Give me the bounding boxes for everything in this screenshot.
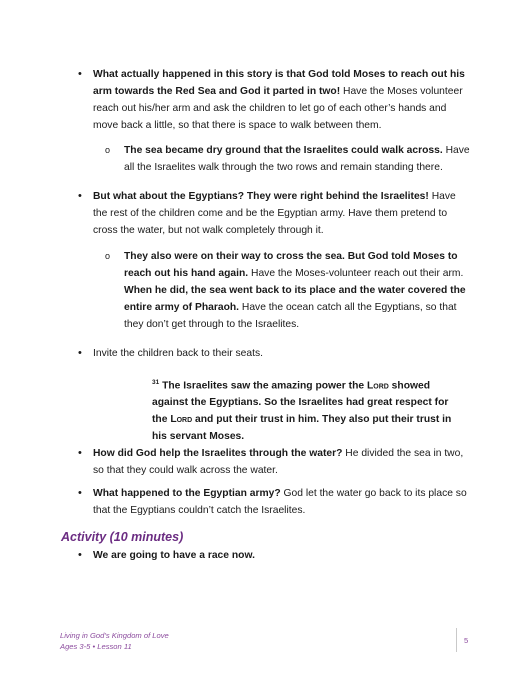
bullet-disc: • <box>78 549 82 561</box>
scripture-text: The Israelites saw the amazing power the <box>159 380 367 392</box>
scripture-quote <box>152 374 452 445</box>
bold-statement: What actually happened in this story is that God told Moses to reach out his arm towards the Red Sea and God it parted in two! <box>93 69 465 97</box>
lord-smallcaps-2: Lord <box>170 414 193 426</box>
bold-statement: The sea became dry ground that the Israelites could walk across. <box>124 145 443 156</box>
sub-bullet-item <box>105 248 476 333</box>
verse-number: 31 <box>152 379 160 386</box>
bold-question: What happened to the Egyptian army? <box>93 488 281 499</box>
footer-subtitle: Ages 3-5 • Lesson 11 <box>60 642 132 651</box>
activity-text: We are going to have a race now. <box>93 550 255 561</box>
footer <box>60 630 169 652</box>
bold-question: How did God help the Israelites through the water? <box>93 448 343 459</box>
answer-text: God let the water go back to its place so that the Egyptians couldn’t catch the Israelites. <box>93 488 467 516</box>
bullet-circle: o <box>105 145 111 155</box>
sub-bullet-item <box>105 142 474 176</box>
instruction-text: Have the Moses volunteer reach out his/her arm and ask the children to let go of each other’s hands and move back a little, so that there is space to walk between them. <box>93 86 463 131</box>
page-number: 5 <box>464 636 469 645</box>
answer-text: He divided the sea in two, so that they could walk across the water. <box>93 448 464 476</box>
bullet-item <box>78 547 471 564</box>
instruction-text: Have all the Israelites walk through the two rows and remain standing there. <box>124 145 470 173</box>
footer-divider <box>456 628 457 652</box>
bullet-item <box>78 345 471 362</box>
bullet-item <box>78 188 471 239</box>
lord-smallcaps: Lord <box>366 380 389 392</box>
instruction-text: Invite the children back to their seats. <box>93 348 263 359</box>
bullet-circle: o <box>105 251 111 261</box>
bullet-disc: • <box>78 68 82 80</box>
bold-statement-2: When he did, the sea went back to its place and the water covered the entire army of Pharaoh. <box>124 285 466 313</box>
footer-title: Living in God’s Kingdom of Love <box>60 631 169 640</box>
bullet-disc: • <box>78 347 82 359</box>
bullet-disc: • <box>78 487 82 499</box>
bullet-item <box>78 485 471 519</box>
bullet-disc: • <box>78 190 82 202</box>
activity-heading: Activity (10 minutes) <box>61 530 184 544</box>
instruction-text: Have the rest of the children come and be the Egyptian army. Have them pretend to cross the water, but not walk completely through it. <box>93 191 456 236</box>
scripture-text-2: showed against the Egyptians. So the Israelites had great respect for the <box>152 380 449 426</box>
bullet-item <box>78 445 471 479</box>
bullet-item <box>78 66 471 134</box>
bullet-disc: • <box>78 447 82 459</box>
instruction-text-2: Have the ocean catch all the Egyptians, so that they don’t get through to the Israelites. <box>124 302 457 330</box>
bold-statement: They also were on their way to cross the sea. But God told Moses to reach out his hand again. <box>124 251 458 279</box>
bold-statement: But what about the Egyptians? They were right behind the Israelites! <box>93 191 429 202</box>
scripture-text-3: and put their trust in him. They also put their trust in his servant Moses. <box>152 414 452 443</box>
instruction-text: Have the Moses-volunteer reach out their arm. <box>248 268 464 279</box>
